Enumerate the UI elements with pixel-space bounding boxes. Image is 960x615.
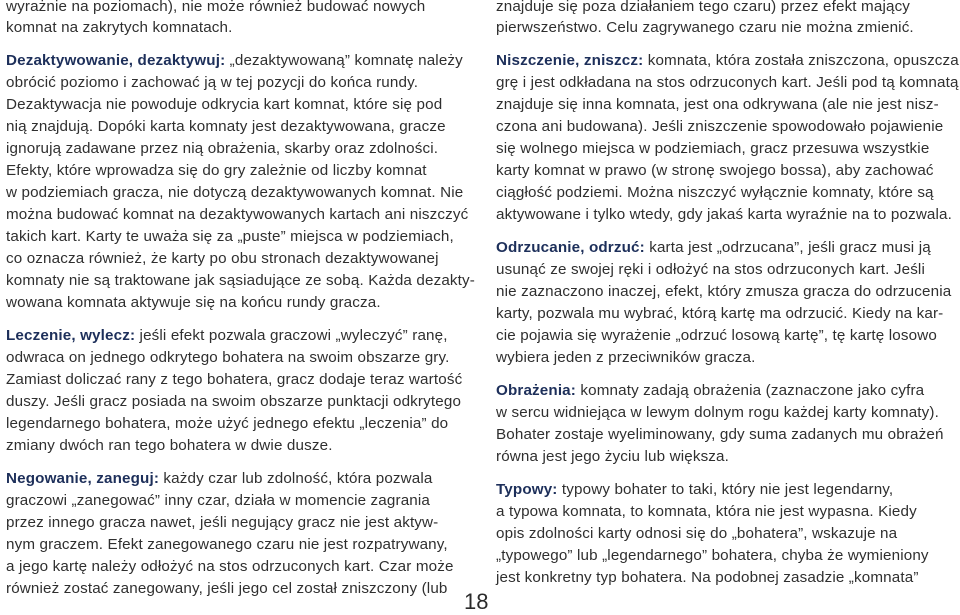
- glossary-text: komnata, która została zniszczona, opuszcza: [643, 52, 959, 69]
- glossary-text-line: czona ani budowana). Jeśli zniszczenie spowodowało pojawienie: [496, 118, 944, 135]
- glossary-text-line: jest konkretny typ bohatera. Na podobnej zasadzie „komnata”: [496, 569, 919, 586]
- continued-text-line: wyrażnie na poziomach), nie może również budować nowych: [6, 0, 426, 15]
- glossary-text-line: komnaty nie są traktowane jak sąsiadujące ze sobą. Każda dezakty-: [6, 272, 476, 289]
- glossary-text-line: a jego kartę należy odłożyć na stos odrzuconych kart. Czar może: [6, 558, 454, 575]
- glossary-text-line: karty, pozwala mu wybrać, którą kartę ma odrzucić. Kiedy na kar-: [496, 305, 944, 322]
- glossary-text-line: opis zdolności karty odnosi się do „bohatera”, wskazuje na: [496, 525, 898, 542]
- glossary-entry-first-line: [496, 480, 893, 500]
- glossary-entry-first-line: [496, 51, 959, 71]
- glossary-entry-first-line: [6, 469, 433, 489]
- glossary-text-line: a typowa komnata, to komnata, która nie jest wypasna. Kiedy: [496, 503, 917, 520]
- glossary-text-line: nią znajdują. Dopóki karta komnaty jest dezaktywowana, gracze: [6, 118, 446, 135]
- glossary-text-line: obrócić poziomo i zachować ją w tej pozycji do końca rundy.: [6, 74, 419, 91]
- glossary-entry-first-line: [6, 51, 463, 71]
- glossary-text: komnaty zadają obrażenia (zaznaczone jako cyfra: [576, 382, 925, 399]
- glossary-text-line: ignorują zadawane przez nią obrażenia, skarby oraz zdolności.: [6, 140, 439, 157]
- glossary-text-line: usunąć ze swojej ręki i odłożyć na stos odrzuconych kart. Jeśli: [496, 261, 925, 278]
- glossary-text: typowy bohater to taki, który nie jest legendarny,: [557, 481, 894, 498]
- glossary-text-line: wowana komnata aktywuje się na końcu rundy gracza.: [6, 294, 381, 311]
- glossary-text-line: ciągłość podziemi. Można niszczyć wyłącznie komnaty, które są: [496, 184, 934, 201]
- glossary-text-line: znajduje się inna komnata, jest ona odkrywana (ale nie jest nisz-: [496, 96, 939, 113]
- glossary-text: „dezaktywowaną” komnatę należy: [225, 52, 463, 69]
- glossary-term: Leczenie, wylecz:: [6, 327, 136, 344]
- glossary-entry-first-line: [496, 381, 924, 401]
- glossary-text: karta jest „odrzucana”, jeśli gracz musi ją: [644, 239, 931, 256]
- glossary-term: Obrażenia:: [496, 382, 576, 399]
- glossary-text-line: cie pojawia się wyrażenie „odrzuć losową kartę”, tę kartę losowo: [496, 327, 937, 344]
- glossary-text-line: w podziemiach gracza, nie dotyczą dezaktywowanych komnat. Nie: [6, 184, 464, 201]
- glossary-text-line: takich kart. Karty te uważa się za „puste” miejsca w podziemiach,: [6, 228, 454, 245]
- glossary-text-line: grę i jest odkładana na stos odrzuconych kart. Jeśli pod tą komnatą: [496, 74, 959, 91]
- glossary-text-line: Bohater zostaje wyeliminowany, gdy suma zadanych mu obrażeń: [496, 426, 944, 443]
- glossary-term: Dezaktywowanie, dezaktywuj:: [6, 52, 226, 69]
- glossary-text-line: można budować komnat na dezaktywowanych kartach ani niszczyć: [6, 206, 469, 223]
- glossary-term: Typowy:: [496, 481, 558, 498]
- glossary-text: każdy czar lub zdolność, która pozwala: [159, 470, 433, 487]
- glossary-text-line: Dezaktywacja nie powoduje odkrycia kart komnat, które się pod: [6, 96, 443, 113]
- glossary-text-line: karty komnat w prawo (w stronę swojego bossa), aby zachować: [496, 162, 934, 179]
- glossary-text-line: nie zaznaczono inaczej, efekt, który zmusza gracza do odrzucenia: [496, 283, 952, 300]
- glossary-text-line: się wolnego miejsca w podziemiach, gracz przesuwa wszystkie: [496, 140, 930, 157]
- glossary-text-line: „typowego” lub „legendarnego” bohatera, chyba że wymieniony: [496, 547, 929, 564]
- glossary-text-line: zmiany dwóch ran tego bohatera w dwie dusze.: [6, 437, 333, 454]
- glossary-text-line: Efekty, które wprowadza się do gry zależnie od liczby komnat: [6, 162, 427, 179]
- continued-text-line: znajduje się poza działaniem tego czaru) przez efekt mający: [496, 0, 911, 15]
- glossary-text-line: legendarnego bohatera, może użyć jednego efektu „leczenia” do: [6, 415, 449, 432]
- continued-text-line: komnat na zakrytych komnatach.: [6, 19, 233, 36]
- glossary-entry-first-line: [496, 238, 931, 258]
- glossary-text-line: również zostać zanegowany, jeśli jego cel został zniszczony (lub: [6, 580, 448, 597]
- glossary-text-line: odwraca on jednego odkrytego bohatera na swoim obszarze gry.: [6, 349, 450, 366]
- glossary-text-line: aktywowane i tylko wtedy, gdy jakaś karta wyraźnie na to pozwala.: [496, 206, 953, 223]
- glossary-text-line: Zamiast doliczać rany z tego bohatera, gracz dodaje teraz wartość: [6, 371, 463, 388]
- glossary-text-line: co oznacza również, że karty po obu stronach dezaktywowanej: [6, 250, 439, 267]
- glossary-term: Odrzucanie, odrzuć:: [496, 239, 645, 256]
- page-number: 18: [464, 589, 489, 614]
- glossary-term: Niszczenie, zniszcz:: [496, 52, 644, 69]
- glossary-text: jeśli efekt pozwala graczowi „wyleczyć” ranę,: [135, 327, 448, 344]
- glossary-text-line: duszy. Jeśli gracz posiada na swoim obszarze punktacji odkrytego: [6, 393, 462, 410]
- glossary-term: Negowanie, zaneguj:: [6, 470, 160, 487]
- glossary-text-line: wybiera jeden z przeciwników gracza.: [496, 349, 756, 366]
- continued-text-line: pierwszeństwo. Celu zagrywanego czaru nie można zmienić.: [496, 19, 914, 36]
- glossary-text-line: w sercu widniejąca w lewym dolnym rogu każdej karty komnaty).: [496, 404, 939, 421]
- glossary-text-line: graczowi „zanegować” inny czar, działa w momencie zagrania: [6, 492, 431, 509]
- glossary-text-line: przez innego gracza nawet, jeśli negujący gracz nie jest aktyw-: [6, 514, 439, 531]
- glossary-text-line: nym graczem. Efekt zanegowanego czaru nie jest rozpatrywany,: [6, 536, 448, 553]
- glossary-text-line: równa jest jego życiu lub większa.: [496, 448, 730, 465]
- glossary-entry-first-line: [6, 326, 448, 346]
